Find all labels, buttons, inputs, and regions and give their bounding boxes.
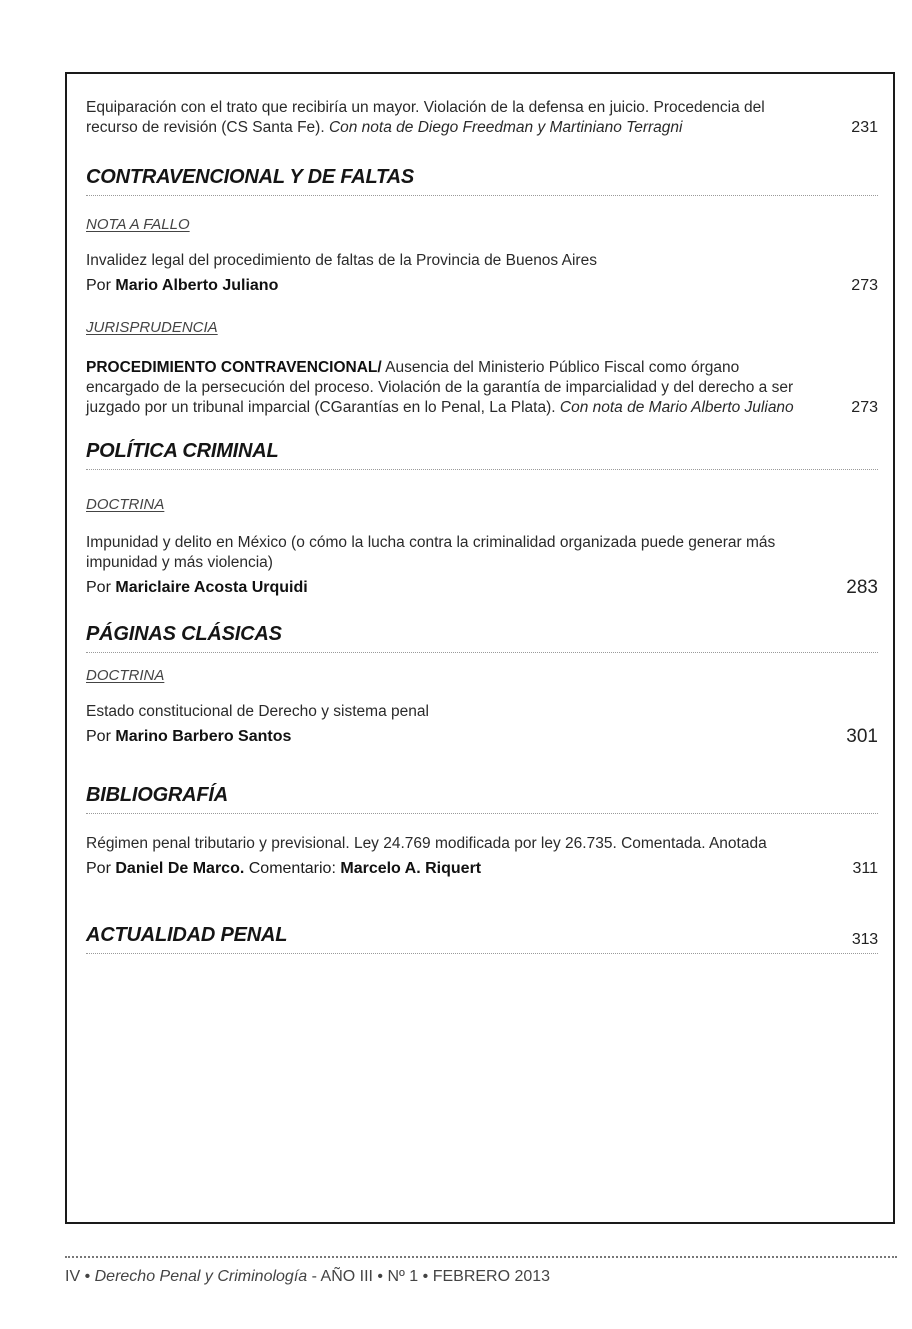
page-number: 313 — [851, 931, 878, 948]
by-label: Por — [86, 277, 111, 294]
section-title: BIBLIOGRAFÍA — [86, 784, 229, 806]
author-line — [86, 858, 878, 880]
section-heading-politica — [86, 440, 878, 470]
footer-divider — [65, 1256, 897, 1258]
toc-entry-regimen — [86, 834, 878, 854]
toc-entry-impunidad — [86, 533, 878, 573]
page-footer — [65, 1268, 550, 1286]
comment-label: Comentario: — [248, 860, 336, 877]
page-number: 273 — [851, 399, 878, 416]
author-name: Mario Alberto Juliano — [115, 277, 279, 294]
footer-page-number: IV • — [65, 1268, 91, 1285]
author-name: Mariclaire Acosta Urquidi — [115, 579, 308, 596]
entry-text: Impunidad y delito en México (o cómo la lucha contra la criminalidad organizada puede generar más impunidad y más violencia) — [86, 534, 776, 571]
by-label: Por — [86, 728, 111, 745]
section-title: ACTUALIDAD PENAL — [86, 924, 288, 946]
table-of-contents — [86, 98, 878, 954]
section-title: CONTRAVENCIONAL Y DE FALTAS — [86, 166, 414, 188]
footer-journal: Derecho Penal y Criminología — [94, 1268, 308, 1285]
author-name: Daniel De Marco. — [115, 860, 245, 877]
toc-entry-faltas — [86, 251, 878, 271]
by-label: Por — [86, 579, 111, 596]
section-heading-contravencional — [86, 166, 878, 196]
author-line — [86, 577, 878, 599]
page-number: 273 — [851, 277, 878, 294]
page-number: 283 — [846, 577, 878, 598]
author-name: Marino Barbero Santos — [115, 728, 292, 745]
author-line — [86, 275, 878, 297]
entry-text: Ausencia del Ministerio Público Fiscal como órgano encargado de la persecución del proceso. Violación de la garantía de imparcialidad y del derecho a ser juzgado por un tribunal imparcial (CGarantías en lo Penal, La Plata). — [86, 359, 794, 416]
page-number: 311 — [852, 860, 878, 877]
subsection-doctrina: DOCTRINA — [86, 496, 165, 513]
entry-note: Con nota de Mario Alberto Juliano — [559, 399, 794, 416]
section-heading-bibliografia — [86, 784, 878, 814]
by-label: Por — [86, 860, 111, 877]
toc-entry-procedimiento — [86, 358, 878, 418]
section-title: PÁGINAS CLÁSICAS — [86, 623, 282, 645]
section-heading-actualidad — [86, 924, 878, 954]
section-title: POLÍTICA CRIMINAL — [86, 440, 279, 462]
content-frame — [65, 72, 895, 1224]
page-number: 301 — [846, 726, 878, 747]
entry-text: Invalidez legal del procedimiento de faltas de la Provincia de Buenos Aires — [86, 252, 597, 269]
toc-entry-estado — [86, 702, 878, 722]
section-heading-clasicas — [86, 623, 878, 653]
entry-heading: PROCEDIMIENTO CONTRAVENCIONAL/ — [86, 359, 382, 376]
author-line — [86, 726, 878, 748]
entry-text: Régimen penal tributario y previsional. Ley 24.769 modificada por ley 26.735. Comentada. Anotada — [86, 835, 767, 852]
toc-entry-revision — [86, 98, 878, 138]
subsection-nota-a-fallo: NOTA A FALLO — [86, 216, 190, 233]
footer-issue: - AÑO III • Nº 1 • FEBRERO 2013 — [311, 1268, 551, 1285]
subsection-jurisprudencia: JURISPRUDENCIA — [86, 319, 218, 336]
commentator-name: Marcelo A. Riquert — [340, 860, 482, 877]
entry-note: Con nota de Diego Freedman y Martiniano Terragni — [328, 119, 683, 136]
entry-text: Equiparación con el trato que recibiría un mayor. Violación de la defensa en juicio. Procedencia del recurso de revisión (CS Santa Fe). — [86, 99, 765, 136]
page-number: 231 — [851, 119, 878, 136]
entry-text: Estado constitucional de Derecho y sistema penal — [86, 703, 429, 720]
subsection-doctrina: DOCTRINA — [86, 667, 165, 684]
